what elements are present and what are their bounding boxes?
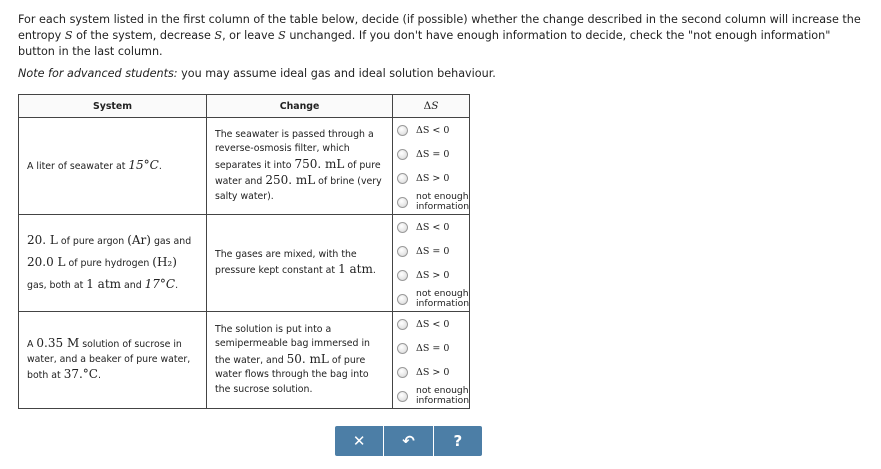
option-not-enough-info[interactable]: not enough information <box>397 386 469 406</box>
radio-button[interactable] <box>397 246 408 257</box>
option-increase[interactable]: ΔS > 0 <box>397 265 469 285</box>
instructions: For each system listed in the first column of the table below, decide (if possible) whether the change described in the second column will increase the entropy S of the system, decrease S, or leave S unchanged. If you don't have enough information to decide, check the "not enough information" button in the last column. <box>18 13 861 58</box>
table-row <box>19 118 470 215</box>
option-not-enough-info[interactable]: not enough information <box>397 192 469 212</box>
change-cell: The gases are mixed, with the pressure kept constant at 1 atm. <box>207 215 393 312</box>
radio-button[interactable] <box>397 173 408 184</box>
change-cell: The solution is put into a semipermeable bag immersed in the water, and 50. mL of pure water flows through the bag into the sucrose solution. <box>207 312 393 409</box>
answer-options <box>393 215 470 312</box>
question-icon: ? <box>453 432 463 450</box>
undo-button[interactable] <box>384 426 433 456</box>
radio-button[interactable] <box>397 149 408 160</box>
system-cell: A liter of seawater at 15°C. <box>19 118 207 215</box>
close-icon: ✕ <box>352 432 366 450</box>
option-decrease[interactable]: ΔS < 0 <box>397 217 469 237</box>
change-header: Change <box>207 95 393 118</box>
entropy-table <box>18 94 470 409</box>
change-cell: The seawater is passed through a reverse-osmosis filter, which separates it into 750. mL of pure water and 250. mL of brine (very salty water). <box>207 118 393 215</box>
option-increase[interactable]: ΔS > 0 <box>397 168 469 188</box>
option-unchanged[interactable]: ΔS = 0 <box>397 144 469 164</box>
table-row <box>19 215 470 312</box>
undo-icon: ↶ <box>402 432 415 450</box>
answer-options <box>393 312 470 409</box>
radio-button[interactable] <box>397 270 408 281</box>
option-unchanged[interactable]: ΔS = 0 <box>397 241 469 261</box>
option-decrease[interactable]: ΔS < 0 <box>397 120 469 140</box>
help-button[interactable] <box>434 426 482 456</box>
system-cell: 20. L of pure argon (Ar) gas and 20.0 L of pure hydrogen (H₂) gas, both at 1 atm and 17°C. <box>19 215 207 312</box>
clear-button[interactable] <box>335 426 384 456</box>
radio-button[interactable] <box>397 125 408 136</box>
option-not-enough-info[interactable]: not enough information <box>397 289 469 309</box>
radio-button[interactable] <box>397 343 408 354</box>
answer-options <box>393 118 470 215</box>
radio-button[interactable] <box>397 319 408 330</box>
radio-button[interactable] <box>397 294 408 305</box>
delta-s-header: ΔS <box>393 95 470 118</box>
table-row <box>19 312 470 409</box>
advanced-note: Note for advanced students: you may assume ideal gas and ideal solution behaviour. <box>18 67 496 80</box>
system-header: System <box>19 95 207 118</box>
action-toolbar <box>335 426 482 456</box>
radio-button[interactable] <box>397 367 408 378</box>
option-unchanged[interactable]: ΔS = 0 <box>397 338 469 358</box>
radio-button[interactable] <box>397 391 408 402</box>
option-increase[interactable]: ΔS > 0 <box>397 362 469 382</box>
radio-button[interactable] <box>397 197 408 208</box>
option-decrease[interactable]: ΔS < 0 <box>397 314 469 334</box>
radio-button[interactable] <box>397 222 408 233</box>
table-header-row <box>19 95 470 118</box>
system-cell: A 0.35 M solution of sucrose in water, and a beaker of pure water, both at 37.°C. <box>19 312 207 409</box>
